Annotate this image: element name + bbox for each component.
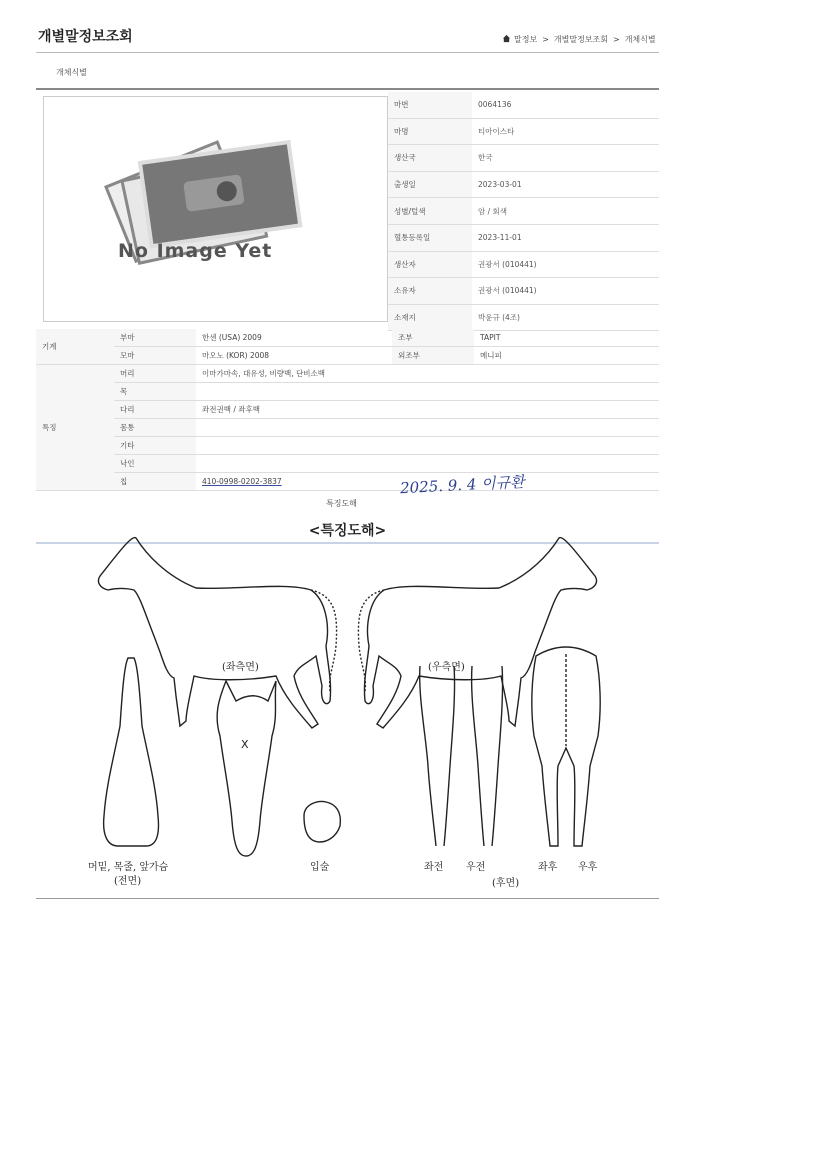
damsire-label: 외조부 [392,347,474,365]
info-label: 성별/털색 [388,198,472,225]
table-row [388,251,659,278]
chip-number: 410-0998-0202-3837 [196,473,659,491]
feature-value: 이마가마속, 대유성, 비량백, 단비소백 [196,365,659,383]
caption-left-fore: 좌전 [424,862,444,873]
table-row [36,365,659,383]
feature-value: 좌전권백 / 좌후백 [196,401,659,419]
horse-outline-drawings [36,516,659,898]
info-value: 암 / 회색 [472,198,659,225]
caption-right-hind: 우후 [578,862,598,873]
pedigree-features-table [36,329,659,491]
info-label: 출생일 [388,171,472,198]
breadcrumb-item-individual[interactable]: 개별말정보조회 [553,35,608,44]
feature-label: 칩 [114,473,196,491]
handwritten-signature: 2025. 9. 4 이규환 [399,472,525,498]
table-row [36,473,659,491]
feature-label: 낙인 [114,455,196,473]
breadcrumb [502,34,656,45]
info-value: 한국 [472,145,659,172]
sire-value: 한센 (USA) 2009 [196,329,392,347]
table-row [388,198,659,225]
dam-value: 마오노 (KOR) 2008 [196,347,392,365]
info-label: 소유자 [388,278,472,305]
table-row [388,278,659,305]
no-image-text: No Image Yet [118,240,273,262]
caption-chest: 머밑, 목줄, 앞가슴 [88,862,169,873]
info-label: 마번 [388,92,472,118]
feature-value [196,419,659,437]
feature-label: 몸통 [114,419,196,437]
info-label: 생산자 [388,251,472,278]
feature-label: 기타 [114,437,196,455]
info-label: 혈통등록일 [388,224,472,251]
table-row [388,118,659,145]
left-side-horse-drawing [98,538,336,728]
horse-photo [43,96,388,322]
home-icon[interactable] [502,34,511,45]
features-section-label: 특징 [36,365,114,491]
lip-drawing [304,802,340,842]
table-row [388,224,659,251]
breadcrumb-item-identify[interactable]: 개체식별 [624,35,656,44]
caption-rear: (후면) [492,878,520,889]
head-front-drawing [217,681,276,856]
tab-divider [36,88,659,90]
info-value: 권광서 (010441) [472,278,659,305]
table-row [388,92,659,118]
info-value: 2023-11-01 [472,224,659,251]
info-value: 2023-03-01 [472,171,659,198]
table-row [36,419,659,437]
table-row [388,171,659,198]
caption-right-side: (우측면) [428,662,465,673]
feature-value [196,383,659,401]
breadcrumb-separator: > [613,35,620,44]
info-value: 박윤규 (4조) [472,304,659,331]
tab-identify[interactable]: 개체식별 [56,68,87,77]
info-value: 권광서 (010441) [472,251,659,278]
photo-stack-icon [44,97,387,321]
feature-value [196,437,659,455]
table-row [36,383,659,401]
grandsire-value: TAPIT [474,329,659,347]
header-divider [36,52,659,53]
damsire-value: 메니피 [474,347,659,365]
page-title: 개별말정보조회 [38,29,133,45]
info-label: 마명 [388,118,472,145]
feature-label: 머리 [114,365,196,383]
pedigree-section-label: 기계 [36,329,114,365]
table-row [36,401,659,419]
table-row [36,437,659,455]
rear-drawing [532,647,600,846]
info-label: 소재지 [388,304,472,331]
sire-label: 부마 [114,329,196,347]
info-label: 생산국 [388,145,472,172]
horse-info-table [388,92,659,331]
info-value: 티아이스타 [472,118,659,145]
x-mark-icon: X [241,738,249,751]
breadcrumb-item-horse-info[interactable]: 말정보 [514,35,538,44]
caption-left-side: (좌측면) [222,662,259,673]
caption-lip: 입술 [310,862,330,873]
chest-front-drawing [104,658,159,846]
caption-left-hind: 좌후 [538,862,558,873]
table-row [36,347,659,365]
grandsire-label: 조부 [392,329,474,347]
info-value: 0064136 [472,92,659,118]
caption-right-fore: 우전 [466,862,486,873]
breadcrumb-separator: > [542,35,549,44]
feature-value [196,455,659,473]
table-row [388,304,659,331]
caption-front: (전면) [114,876,142,887]
right-side-horse-drawing [358,538,596,728]
table-row [36,455,659,473]
feature-label: 다리 [114,401,196,419]
dam-label: 모마 [114,347,196,365]
diagram-section-label: 특징도해 [326,499,357,508]
front-legs-drawing [420,666,503,846]
table-row [36,329,659,347]
diagram-title: <특징도해> [308,523,387,539]
feature-diagram [36,516,659,899]
feature-label: 목 [114,383,196,401]
table-row [388,145,659,172]
